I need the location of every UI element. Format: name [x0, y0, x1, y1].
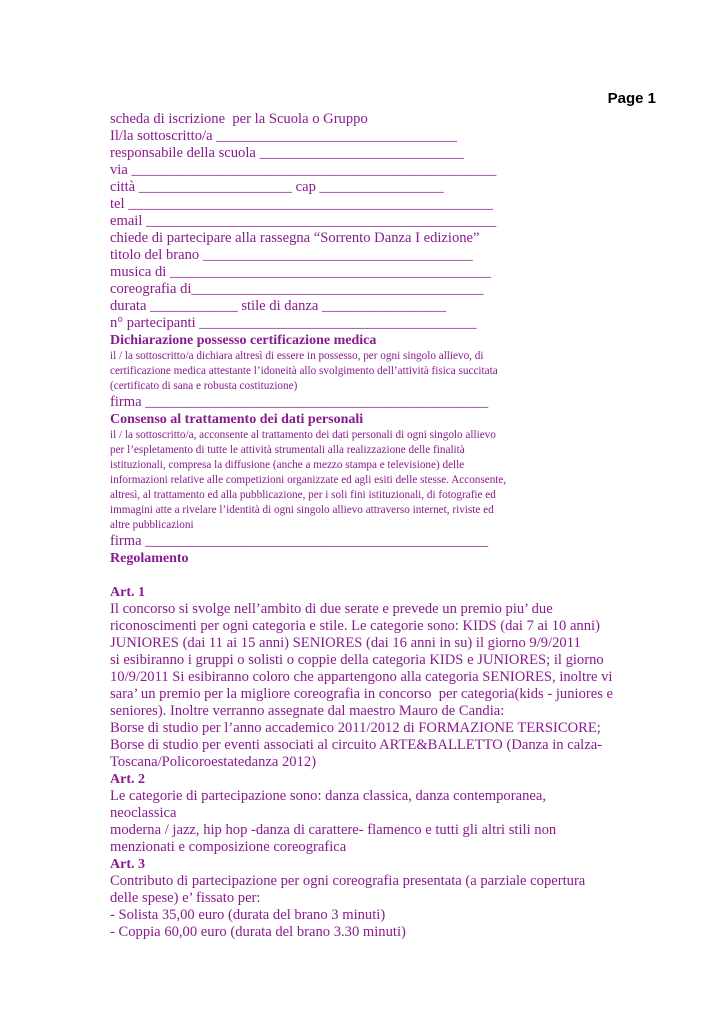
article-1-line: seniores). Inoltre verranno assegnate dal maestro Mauro de Candia:	[110, 703, 505, 719]
article-2-line: Le categorie di partecipazione sono: danza classica, danza contemporanea,	[110, 788, 546, 804]
article-3-line: Contributo di partecipazione per ogni coreografia presentata (a parziale copertura	[110, 873, 586, 889]
article-1-line: 10/9/2011 Si esibiranno coloro che appartengono alla categoria SENIORES, inoltre vi	[110, 669, 613, 685]
medical-text-line: certificazione medica attestante l’idoneità allo svolgimento dell’attività fisica succitata	[110, 365, 498, 377]
article-2-line: neoclassica	[110, 805, 177, 821]
form-line-street: via __________________________________________________	[110, 162, 497, 178]
article-2-title: Art. 2	[110, 772, 145, 787]
article-2-line: menzionati e composizione coreografica	[110, 839, 347, 855]
privacy-text-line: informazioni relative alle competizioni organizzate ed agli esiti delle stesse. Acconsente,	[110, 474, 507, 486]
article-1-line: si esibiranno i gruppi o solisti o coppie della categoria KIDS e JUNIORES; il giorno	[110, 652, 604, 668]
section-spacer	[110, 567, 650, 584]
form-line-email: email ________________________________________________	[110, 213, 497, 229]
form-line-piece-title: titolo del brano _____________________________________	[110, 247, 473, 263]
article-1-title: Art. 1	[110, 585, 145, 600]
article-3-line: - Solista 35,00 euro (durata del brano 3 minuti)	[110, 907, 386, 923]
privacy-heading: Consenso al trattamento dei dati personali	[110, 412, 364, 427]
article-1-line: JUNIORES (dai 11 ai 15 anni) SENIORES (dai 16 anni in su) il giorno 9/9/2011	[110, 635, 581, 651]
article-1-line: sara’ un premio per la migliore coreografia in concorso per categoria(kids - juniores e	[110, 686, 614, 702]
privacy-text-line: immagini atte a rivelare l’identità di ogni singolo allievo attraverso internet, riviste ed	[110, 504, 494, 516]
article-2-line: moderna / jazz, hip hop -danza di carattere- flamenco e tutti gli altri stili non	[110, 822, 557, 838]
privacy-text-line: per l’espletamento di tutte le attività strumentali alla realizzazione delle finalità	[110, 444, 465, 456]
form-line-music: musica di ____________________________________________	[110, 264, 492, 280]
page-number: Page 1	[607, 90, 656, 107]
privacy-text-line: il / la sottoscritto/a, acconsente al trattamento dei dati personali di ogni singolo allievo	[110, 429, 496, 441]
article-3-title: Art. 3	[110, 857, 145, 872]
form-line-signatory: Il/la sottoscritto/a _________________________________	[110, 128, 457, 144]
article-1-line: riconoscimenti per ogni categoria e stile. Le categorie sono: KIDS (dai 7 ai 10 anni)	[110, 618, 600, 634]
form-line-duration-style: durata ____________ stile di danza _________________	[110, 298, 447, 314]
article-3-line: - Coppia 60,00 euro (durata del brano 3.30 minuti)	[110, 924, 406, 940]
form-title: scheda di iscrizione per la Scuola o Gruppo	[110, 111, 368, 127]
medical-text-line: (certificato di sana e robusta costituzione)	[110, 380, 298, 392]
medical-heading: Dichiarazione possesso certificazione medica	[110, 333, 377, 348]
privacy-text-line: istituzionali, compresa la diffusione (anche a mezzo stampa e televisione) delle	[110, 459, 465, 471]
document-body	[110, 111, 650, 941]
privacy-signature-line: firma _______________________________________________	[110, 533, 489, 549]
form-line-city-zip: città _____________________ cap _________________	[110, 179, 444, 195]
regolamento-heading: Regolamento	[110, 551, 189, 566]
article-1-line: Il concorso si svolge nell’ambito di due serate e prevede un premio piu’ due	[110, 601, 553, 617]
form-line-phone: tel __________________________________________________	[110, 196, 494, 212]
privacy-text-line: altresì, al trattamento ed alla pubblicazione, per i soli fini istituzionali, di fotografie ed	[110, 489, 496, 501]
medical-text-line: il / la sottoscritto/a dichiara altresì di essere in possesso, per ogni singolo allievo, di	[110, 350, 484, 362]
form-line-request: chiede di partecipare alla rassegna “Sorrento Danza I edizione”	[110, 230, 480, 246]
form-line-school-manager: responsabile della scuola ____________________________	[110, 145, 464, 161]
form-line-participants: n° partecipanti ______________________________________	[110, 315, 477, 331]
article-3-line: delle spese) e’ fissato per:	[110, 890, 261, 906]
article-1-line: Borse di studio per eventi associati al circuito ARTE&BALLETTO (Danza in calza-	[110, 737, 603, 753]
privacy-text-line: altre pubblicazioni	[110, 519, 194, 531]
article-1-line: Borse di studio per l’anno accademico 2011/2012 di FORMAZIONE TERSICORE;	[110, 720, 601, 736]
article-1-line: Toscana/Policoroestatedanza 2012)	[110, 754, 317, 770]
medical-signature-line: firma _______________________________________________	[110, 394, 489, 410]
form-line-choreography: coreografia di________________________________________	[110, 281, 484, 297]
